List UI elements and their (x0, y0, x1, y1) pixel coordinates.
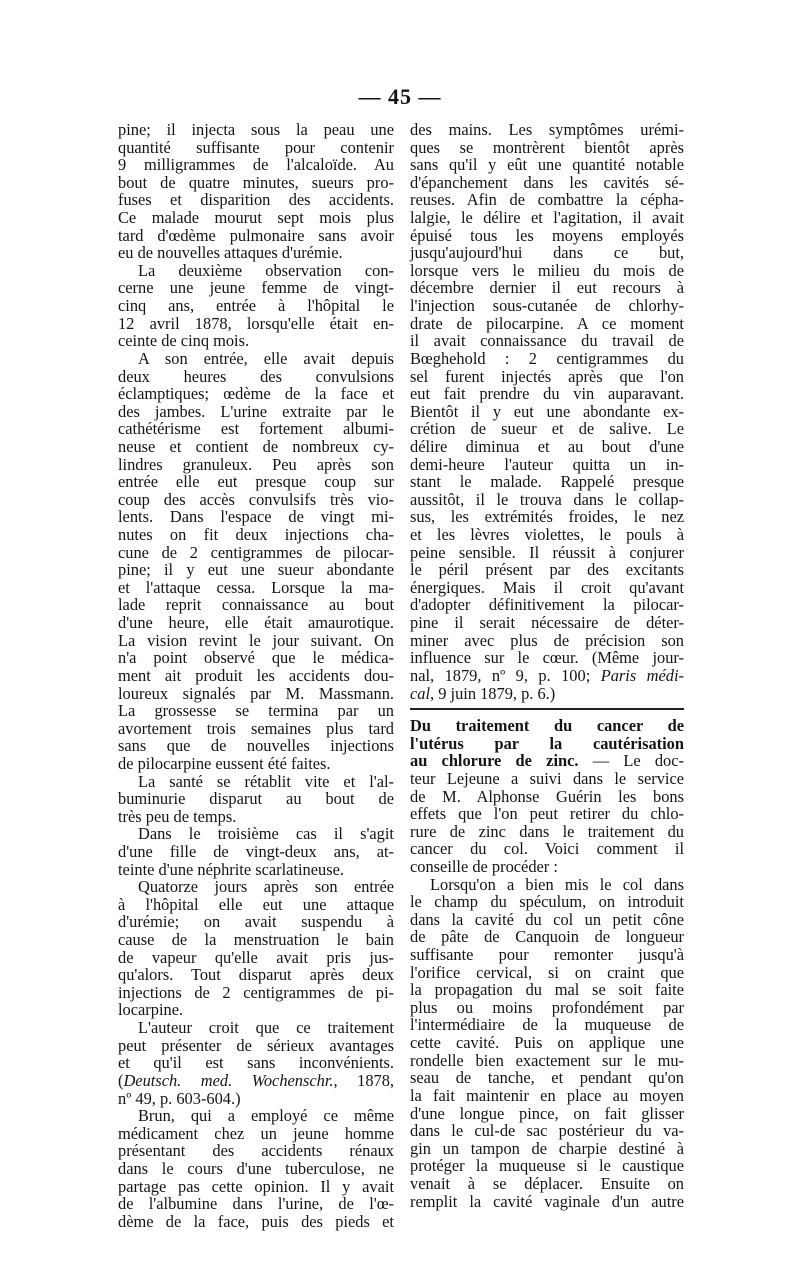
text-line: Lorsqu'on a bien mis le col dans (430, 874, 684, 894)
text-line: teur Lejeune a suivi dans le service (410, 768, 684, 788)
text-line: des mains. Les symptômes urémi- (410, 120, 684, 139)
text-line: cune de 2 centigrammes de pilocar- (118, 542, 394, 562)
text-line: à l'hôpital elle eut une attaque (118, 894, 394, 914)
text-line: cancer du col. Voici comment il (410, 839, 684, 859)
right-column-continuation (410, 121, 684, 702)
text-line: partage pas cette opinion. Il y avait (118, 1176, 394, 1196)
text-line: de pâte de Canquoin de longueur (410, 927, 684, 947)
text-line: locarpine. (118, 1000, 184, 1020)
article-cancer-uterus (410, 717, 684, 1210)
text-line: La santé se rétablit vite et l'al- (138, 771, 394, 791)
text-line: demi-heure l'auteur quitta un in- (410, 454, 684, 474)
text-line: l'intermédiaire de la muqueuse de (410, 1015, 684, 1035)
text-line: Brun, qui a employé ce même (138, 1106, 394, 1126)
text-line: la fait maintenir en place au moyen (410, 1085, 684, 1105)
text-line: crétion de sueur et de salive. Le (410, 419, 684, 439)
text-line: énergiques. Mais il croit qu'avant (410, 577, 684, 597)
text-line: cal, 9 juin 1879, p. 6.) (410, 683, 556, 703)
text-line: médicament chez un jeune homme (118, 1123, 394, 1143)
text-line: cause de la menstruation le bain (118, 930, 394, 950)
text-line: peut présenter de sérieux avantages (118, 1035, 394, 1055)
text-line: qu'alors. Tout disparut après deux (118, 965, 394, 985)
text-line: La grossesse se termina par un (118, 701, 394, 721)
text-line: neuse et contient de nombreux cy- (118, 436, 394, 456)
text-line: injections de 2 centigrammes de pi- (118, 982, 394, 1002)
text-line: rondelle bien exactement sur le mu- (410, 1050, 684, 1070)
text-line: conseille de procéder : (410, 856, 558, 876)
text-line: 9 milligrammes de l'alcaloïde. Au (118, 155, 394, 175)
right-column (410, 121, 684, 1210)
text-line: stant le malade. Rappelé presque (410, 472, 684, 492)
text-line: d'une longue pince, on fait glisser (410, 1103, 684, 1123)
text-line: pine; il injecta sous la peau une (118, 120, 394, 139)
text-line: lindres granuleux. Peu après son (118, 454, 394, 474)
text-line: rure de zinc dans le traitement du (410, 821, 684, 841)
text-line: lalgie, le délire et l'agitation, il avait (410, 208, 684, 228)
text-line: le péril présent par des excitants (410, 560, 684, 580)
text-line: L'auteur croit que ce traitement (138, 1018, 394, 1038)
text-line: A son entrée, elle avait depuis (138, 348, 394, 368)
text-line: d'adopter définitivement la pilocar- (410, 595, 684, 615)
text-line: le champ du spéculum, on introduit (410, 892, 684, 912)
text-line: la propagation du mal se soit faite (410, 980, 684, 1000)
text-line: d'épanchement dans les cavités sé- (410, 172, 684, 192)
text-line: sus, les extrémités froides, le nez (410, 507, 684, 527)
text-line: Dans le troisième cas il s'agit (138, 824, 394, 844)
text-line: et les lèvres violettes, le pouls à (410, 525, 684, 545)
text-line: cathétérisme est fortement albumi- (118, 419, 394, 439)
text-line: cerne une jeune femme de vingt- (118, 278, 394, 298)
text-line: influence sur le cœur. (Même jour- (410, 648, 684, 668)
text-line: pine il serait nécessaire de déter- (410, 613, 684, 633)
page-number: — 45 — (358, 84, 442, 109)
text-line: des jambes. L'urine extraite par le (118, 401, 394, 421)
text-line: effets que l'on peut retirer du chlo- (410, 804, 684, 824)
text-line: ment ait produit les accidents dou- (118, 665, 394, 685)
text-line: fuses et disparition des accidents. (118, 190, 394, 210)
text-line: de vapeur qu'elle avait pris jus- (118, 947, 394, 967)
text-line: aussitôt, il le trouva dans le collap- (410, 489, 684, 509)
text-line: lorsque vers le milieu du mois de (410, 260, 684, 280)
text-line: quantité suffisante pour contenir (118, 137, 394, 157)
text-line: seau de tanche, et pendant qu'on (410, 1068, 684, 1088)
text-line: suffisante pour remonter jusqu'à (410, 945, 684, 965)
text-line: cette cavité. Puis on applique une (410, 1033, 684, 1053)
text-line: nº 49, p. 603-604.) (118, 1088, 241, 1108)
text-line: et qu'il est sans inconvénients. (118, 1053, 394, 1073)
text-line: l'orifice cervical, si on craint que (410, 962, 684, 982)
text-line: au chlorure de zinc. — Le doc- (410, 751, 684, 771)
text-line: sans que de nouvelles injections (118, 736, 394, 756)
text-line: de M. Alphonse Guérin les bons (410, 786, 684, 806)
text-line: entrée elle eut presque coup sur (118, 472, 394, 492)
text-line: éclamptiques; œdème de la face et (118, 384, 394, 404)
text-line: de pilocarpine eussent été faites. (118, 753, 331, 773)
text-line: il avait connaissance du travail de (410, 331, 684, 351)
text-line: épuisé tous les moyens employés (410, 225, 684, 245)
text-line: d'une heure, elle était amaurotique. (118, 613, 394, 633)
text-line: d'urémie; on avait suspendu à (118, 912, 394, 932)
text-line: tard d'œdème pulmonaire sans avoir (118, 225, 394, 245)
text-line: et l'attaque cessa. Lorsque la ma- (118, 577, 394, 597)
text-line: l'injection sous-cutanée de chlorhy- (410, 296, 684, 316)
text-line: ceinte de cinq mois. (118, 331, 250, 351)
text-line: nutes on fit deux injections cha- (118, 525, 394, 545)
text-line: miner avec plus de précision son (410, 630, 684, 650)
left-column (118, 121, 394, 1230)
text-line: dans la cavité du col un petit cône (410, 909, 684, 929)
text-line: Du traitement du cancer de (410, 716, 684, 736)
text-line: lade reprit connaissance au bout (118, 595, 394, 615)
text-line: drate de pilocarpine. A ce moment (410, 313, 684, 333)
text-line: délire diminua et au bout d'une (410, 436, 684, 456)
text-line: protéger la muqueuse si le caustique (410, 1156, 684, 1176)
text-line: dème de la face, puis des pieds et (118, 1211, 394, 1231)
text-line: venait à se déplacer. Ensuite on (410, 1173, 684, 1193)
text-line: d'une fille de vingt-deux ans, at- (118, 841, 394, 861)
text-line: remplit la cavité vaginale d'un autre (410, 1191, 684, 1211)
section-divider (410, 708, 684, 710)
text-line: 12 avril 1878, lorsqu'elle était en- (118, 313, 394, 333)
text-line: sans qu'il y eût une quantité notable (410, 155, 684, 175)
text-line: loureux signalés par M. Massmann. (118, 683, 394, 703)
text-line: n'a point observé que le médica- (118, 648, 394, 668)
text-line: présentant des accidents rénaux (118, 1141, 394, 1161)
text-line: nal, 1879, nº 9, p. 100; Paris médi- (410, 665, 685, 685)
text-line: La vision revint le jour suivant. On (118, 630, 394, 650)
text-line: bout de quatre minutes, sueurs pro- (118, 172, 394, 192)
text-line: cinq ans, entrée à l'hôpital le (118, 296, 394, 316)
text-line: Bientôt il y eut une abondante ex- (410, 401, 684, 421)
text-line: décembre dernier il eut recours à (410, 278, 684, 298)
text-line: jusqu'aujourd'hui dans ce but, (410, 243, 684, 263)
text-line: deux heures des convulsions (118, 366, 394, 386)
text-line: pine; il y eut une sueur abondante (118, 560, 394, 580)
text-line: Quatorze jours après son entrée (138, 877, 394, 897)
text-line: buminurie disparut au bout de (118, 789, 394, 809)
text-line: coup des accès convulsifs très vio- (118, 489, 394, 509)
text-line: très peu de temps. (118, 806, 237, 826)
text-line: eu de nouvelles attaques d'urémie. (118, 243, 343, 263)
text-line: eut fait prendre du vin auparavant. (410, 384, 684, 404)
text-line: Bœghehold : 2 centigrammes du (410, 348, 684, 368)
text-line: reuses. Afin de combattre la cépha- (410, 190, 684, 210)
text-line: (Deutsch. med. Wochenschr., 1878, (118, 1070, 395, 1090)
text-line: ques se montrèrent bientôt après (410, 137, 684, 157)
text-line: gin un tampon de charpie destiné à (410, 1138, 684, 1158)
text-line: lents. Dans l'espace de vingt mi- (118, 507, 394, 527)
text-line: Ce malade mourut sept mois plus (118, 208, 394, 228)
text-line: peine sensible. Il réussit à conjurer (410, 542, 684, 562)
text-line: teinte d'une néphrite scarlatineuse. (118, 859, 344, 879)
text-line: l'utérus par la cautérisation (410, 733, 684, 753)
text-line: dans le cul-de sac postérieur du va- (410, 1121, 684, 1141)
text-line: avortement trois semaines plus tard (118, 718, 394, 738)
text-line: dans le cours d'une tuberculose, ne (118, 1158, 394, 1178)
text-line: La deuxième observation con- (138, 260, 394, 280)
text-line: de l'albumine dans l'urine, de l'œ- (118, 1194, 394, 1214)
text-line: plus ou moins profondément par (410, 997, 684, 1017)
text-line: sel furent injectés après que l'on (410, 366, 684, 386)
